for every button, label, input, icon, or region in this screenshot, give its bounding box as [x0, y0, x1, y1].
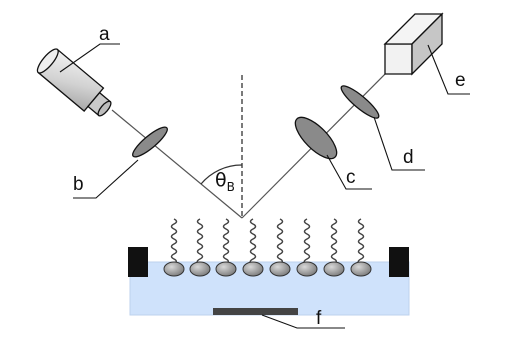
- label-e: e: [455, 70, 466, 91]
- molecule-tail: [172, 219, 177, 264]
- molecule-head: [324, 262, 344, 276]
- molecule-tail: [250, 219, 255, 264]
- molecule-tail: [197, 219, 202, 264]
- molecule-head: [270, 262, 290, 276]
- label-f: f: [316, 308, 322, 329]
- molecule-head: [164, 262, 184, 276]
- right-barrier: [389, 247, 409, 277]
- molecule-tail: [358, 219, 363, 264]
- plate: [213, 308, 298, 315]
- molecule-head: [243, 262, 263, 276]
- molecule-tail: [224, 219, 229, 264]
- compensator: [289, 111, 343, 165]
- label-c: c: [346, 167, 356, 188]
- label-b: b: [73, 174, 84, 195]
- molecule-head: [190, 262, 210, 276]
- detector: [385, 14, 442, 74]
- analyzer: [338, 82, 382, 122]
- incident-ray: [112, 110, 242, 218]
- laser: [34, 46, 116, 122]
- left-barrier: [128, 247, 148, 277]
- molecule-head: [216, 262, 236, 276]
- molecule-head: [297, 262, 317, 276]
- molecule-tail: [304, 219, 309, 264]
- molecule-tail: [278, 219, 283, 264]
- leader-f: [262, 315, 345, 328]
- label-a: a: [99, 24, 110, 45]
- label-d: d: [403, 147, 414, 168]
- leader-d: [374, 117, 425, 170]
- angle-label: $\theta_B$: [215, 169, 235, 194]
- molecule-tail: [332, 219, 337, 264]
- molecule-head: [351, 262, 371, 276]
